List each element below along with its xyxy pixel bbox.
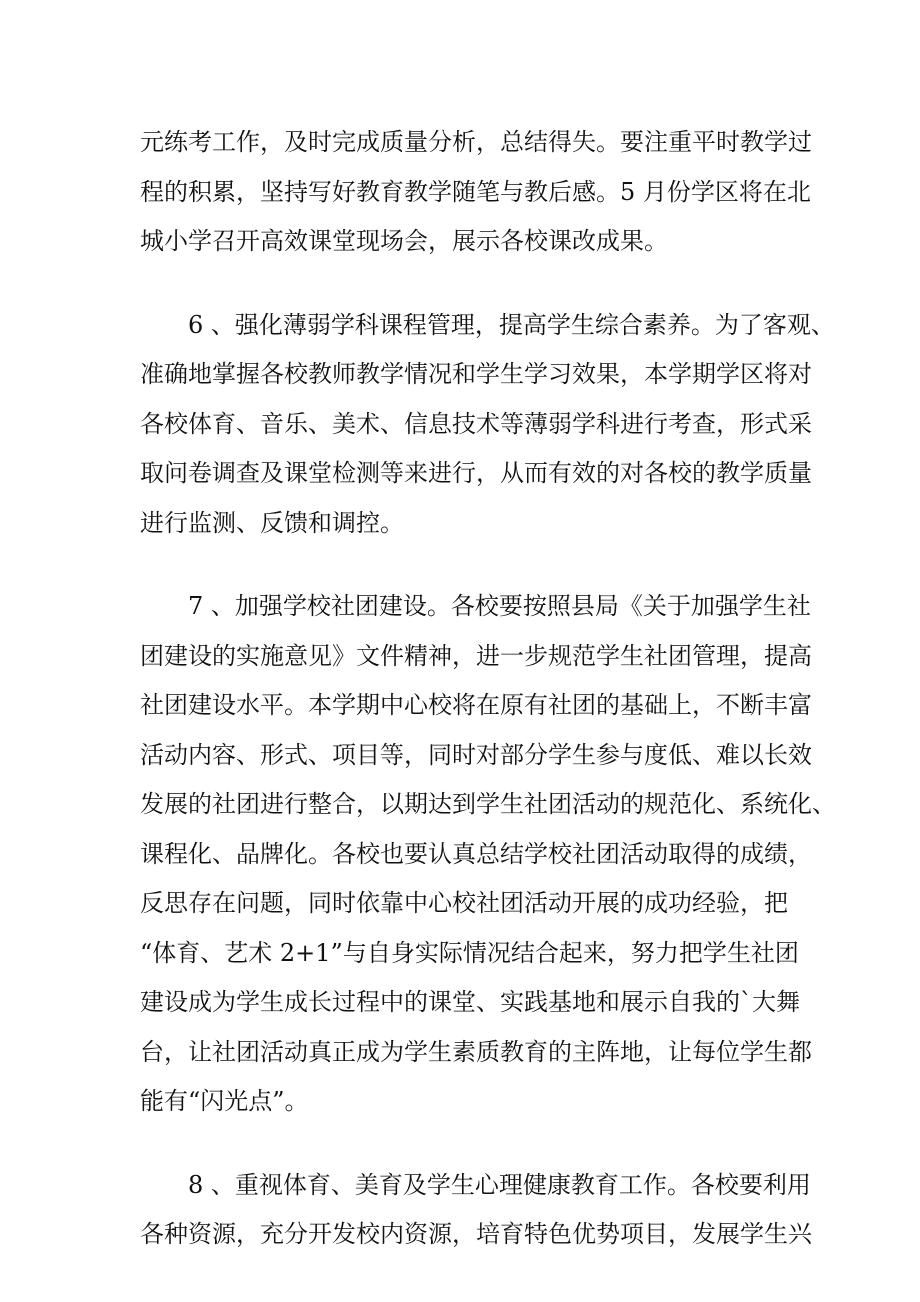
- text-line: 元练考工作，及时完成质量分析，总结得失。要注重平时教学过: [140, 128, 812, 156]
- paragraph-3: [140, 582, 836, 1127]
- text-line: 台，让社团活动真正成为学生素质教育的主阵地，让每位学生都: [140, 1037, 812, 1066]
- text-line: 6 、强化薄弱学科课程管理，提高学生综合素养。为了客观、: [140, 310, 835, 339]
- text-line: 发展的社团进行整合，以期达到学生社团活动的规范化、系统化、: [140, 790, 836, 818]
- paragraph-2: [140, 301, 835, 549]
- text-line: 程的积累，坚持写好教育教学随笔与教后感。5 月份学区将在北: [140, 177, 811, 206]
- paragraph-4: [140, 1161, 812, 1260]
- text-line: 社团建设水平。本学期中心校将在原有社团的基础上，不断丰富: [140, 691, 812, 719]
- paragraph-1: [140, 118, 812, 267]
- text-line: 团建设的实施意见》文件精神，进一步规范学生社团管理，提高: [140, 641, 812, 670]
- text-line: 7 、加强学校社团建设。各校要按照县局《关于加强学生社: [140, 592, 811, 620]
- text-line: 8 、重视体育、美育及学生心理健康教育工作。各校要利用: [140, 1170, 811, 1199]
- text-line: 准确地掌握各校教师教学情况和学生学习效果，本学期学区将对: [140, 360, 812, 388]
- text-line: “体育、艺术 2+1”与自身实际情况结合起来，努力把学生社团: [140, 938, 799, 967]
- text-line: 反思存在问题，同时依靠中心校社团活动开展的成功经验，把: [140, 889, 788, 917]
- text-line: 活动内容、形式、项目等，同时对部分学生参与度低、难以长效: [140, 740, 812, 769]
- text-line: 建设成为学生成长过程中的课堂、实践基地和展示自我的`大舞: [140, 988, 800, 1016]
- text-line: 能有“闪光点”。: [140, 1087, 309, 1115]
- text-line: 各校体育、音乐、美术、信息技术等薄弱学科进行考查，形式采: [140, 409, 812, 438]
- text-line: 取问卷调查及课堂检测等来进行，从而有效的对各校的教学质量: [140, 459, 812, 487]
- text-line: 进行监测、反馈和调控。: [140, 508, 404, 537]
- text-line: 各种资源，充分开发校内资源，培育特色优势项目，发展学生兴: [140, 1220, 812, 1248]
- text-line: 城小学召开高效课堂现场会，展示各校课改成果。: [140, 227, 668, 255]
- text-line: 课程化、品牌化。各校也要认真总结学校社团活动取得的成绩，: [140, 839, 812, 868]
- document-body: [140, 118, 836, 1294]
